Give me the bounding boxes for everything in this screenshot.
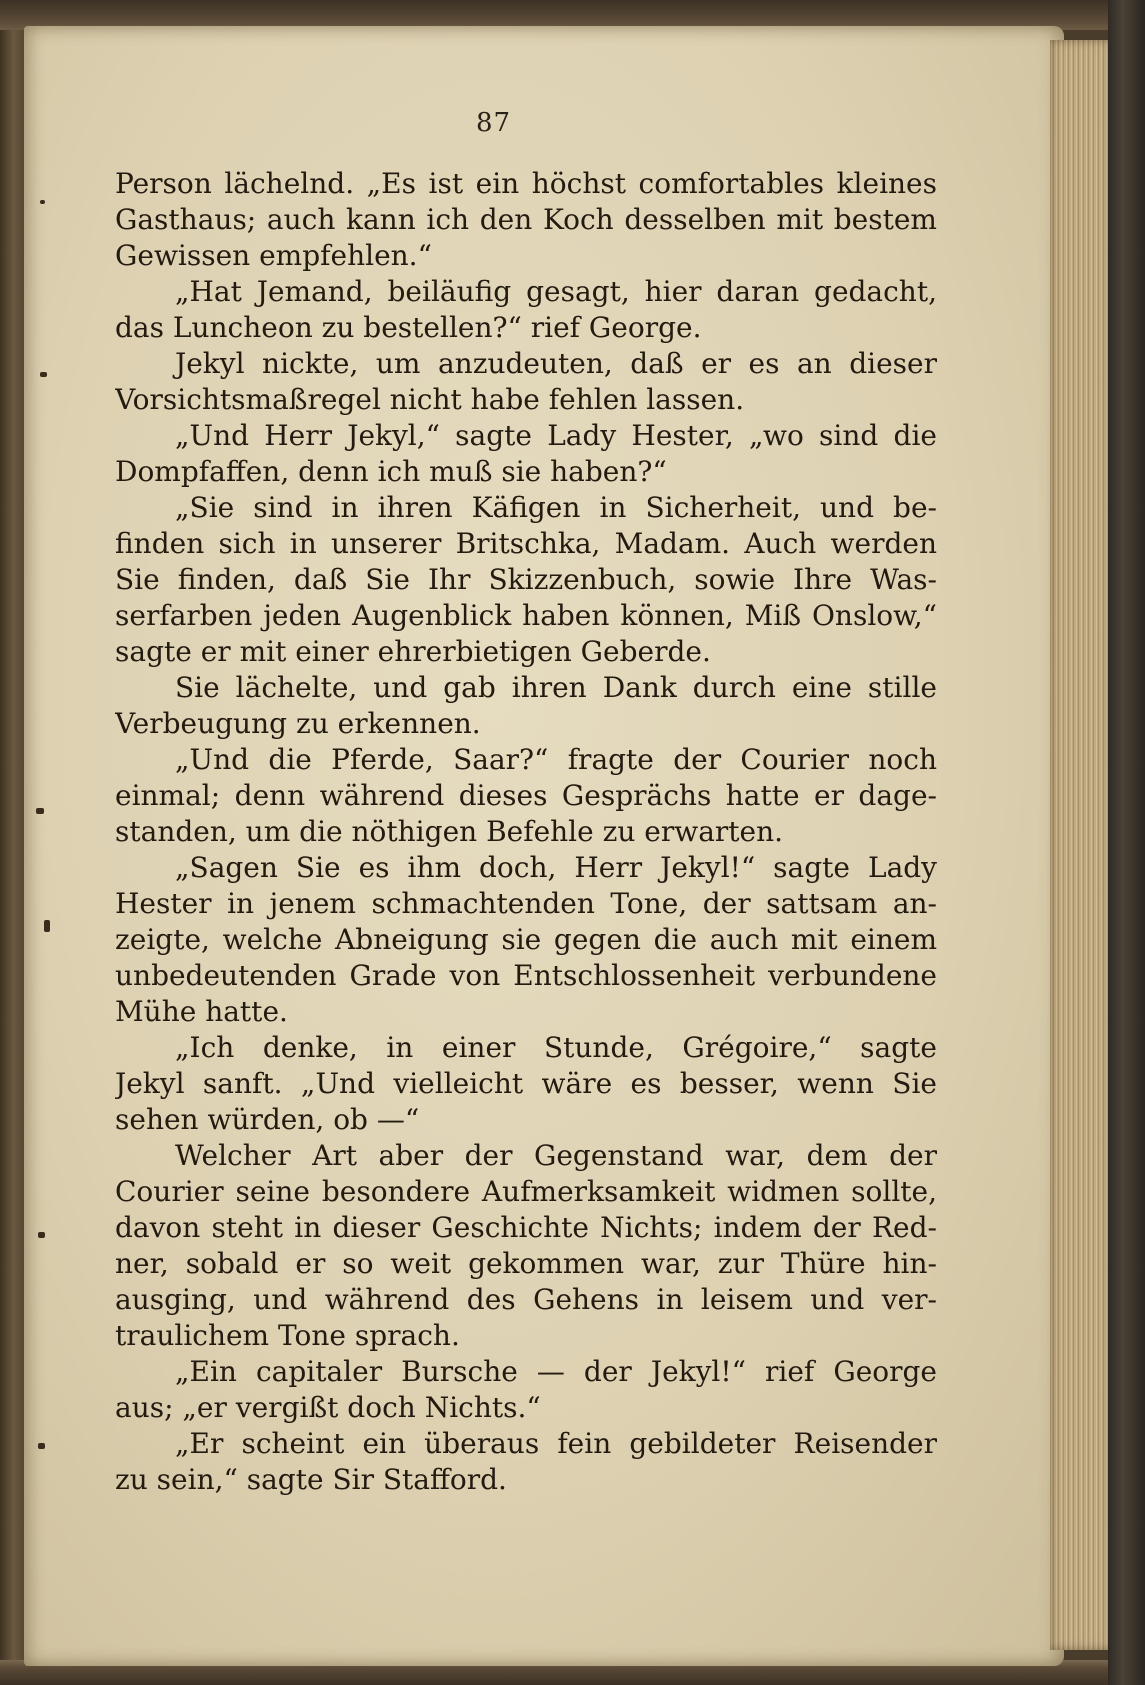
- text-line: Jekyl sanft. „Und vielleicht wäre es besser, wenn Sie: [115, 1067, 937, 1100]
- text-line: „Sie sind in ihren Käfigen in Sicherheit, und be-: [175, 491, 937, 524]
- text-line: Person lächelnd. „Es ist ein höchst comfortables kleines: [115, 167, 937, 200]
- text-line: sehen würden, ob —“: [115, 1103, 420, 1136]
- margin-speck: [36, 808, 44, 814]
- text-line: Gewissen empfehlen.“: [115, 239, 432, 272]
- margin-speck: [44, 920, 50, 932]
- text-line: „Sagen Sie es ihm doch, Herr Jekyl!“ sagte Lady: [175, 851, 937, 884]
- text-line: Mühe hatte.: [115, 995, 288, 1028]
- page-stack-fore-edge: [1050, 40, 1112, 1650]
- text-line: Welcher Art aber der Gegenstand war, dem der: [175, 1139, 937, 1172]
- text-line: Vorsichtsmaßregel nicht habe fehlen lassen.: [115, 383, 745, 416]
- text-line: traulichem Tone sprach.: [115, 1319, 460, 1352]
- text-line: zeigte, welche Abneigung sie gegen die auch mit einem: [115, 923, 937, 956]
- text-line: ner, sobald er so weit gekommen war, zur Thüre hin-: [115, 1247, 937, 1280]
- margin-speck: [38, 1232, 45, 1238]
- text-line: finden sich in unserer Britschka, Madam. Auch werden: [115, 527, 937, 560]
- text-line: serfarben jeden Augenblick haben können, Miß Onslow,“: [115, 599, 937, 632]
- margin-speck: [40, 372, 47, 377]
- text-line: Verbeugung zu erkennen.: [115, 707, 481, 740]
- text-line: Sie finden, daß Sie Ihr Skizzenbuch, sowie Ihre Was-: [115, 563, 937, 596]
- text-line: das Luncheon zu bestellen?“ rief George.: [115, 311, 702, 344]
- text-line: „Er scheint ein überaus fein gebildeter Reisender: [175, 1427, 937, 1460]
- text-line: Courier seine besondere Aufmerksamkeit widmen sollte,: [115, 1175, 937, 1208]
- text-line: „Ein capitaler Bursche — der Jekyl!“ rief George: [175, 1355, 937, 1388]
- text-line: Jekyl nickte, um anzudeuten, daß er es an dieser: [175, 347, 937, 380]
- margin-speck: [38, 1443, 45, 1449]
- body-text: [115, 166, 937, 1498]
- text-line: Sie lächelte, und gab ihren Dank durch eine stille: [175, 671, 937, 704]
- text-line: „Hat Jemand, beiläufig gesagt, hier daran gedacht,: [175, 275, 937, 308]
- text-line: „Und Herr Jekyl,“ sagte Lady Hester, „wo sind die: [175, 419, 937, 452]
- book-cover-right-edge: [1108, 0, 1145, 1685]
- margin-speck: [40, 200, 45, 204]
- text-line: „Ich denke, in einer Stunde, Grégoire,“ sagte: [175, 1031, 937, 1064]
- text-line: unbedeutenden Grade von Entschlossenheit verbundene: [115, 959, 937, 992]
- text-line: Hester in jenem schmachtenden Tone, der sattsam an-: [115, 887, 937, 920]
- text-line: einmal; denn während dieses Gesprächs hatte er dage-: [115, 779, 937, 812]
- text-line: ausging, und während des Gehens in leisem und ver-: [115, 1283, 937, 1316]
- text-line: davon steht in dieser Geschichte Nichts; indem der Red-: [115, 1211, 937, 1244]
- text-line: „Und die Pferde, Saar?“ fragte der Courier noch: [175, 743, 937, 776]
- page-number: 87: [476, 108, 512, 138]
- text-line: zu sein,“ sagte Sir Stafford.: [115, 1463, 507, 1496]
- text-line: Gasthaus; auch kann ich den Koch desselben mit bestem: [115, 203, 937, 236]
- text-line: standen, um die nöthigen Befehle zu erwarten.: [115, 815, 784, 848]
- text-line: Dompfaffen, denn ich muß sie haben?“: [115, 455, 667, 488]
- text-line: aus; „er vergißt doch Nichts.“: [115, 1391, 541, 1424]
- text-line: sagte er mit einer ehrerbietigen Geberde.: [115, 635, 711, 668]
